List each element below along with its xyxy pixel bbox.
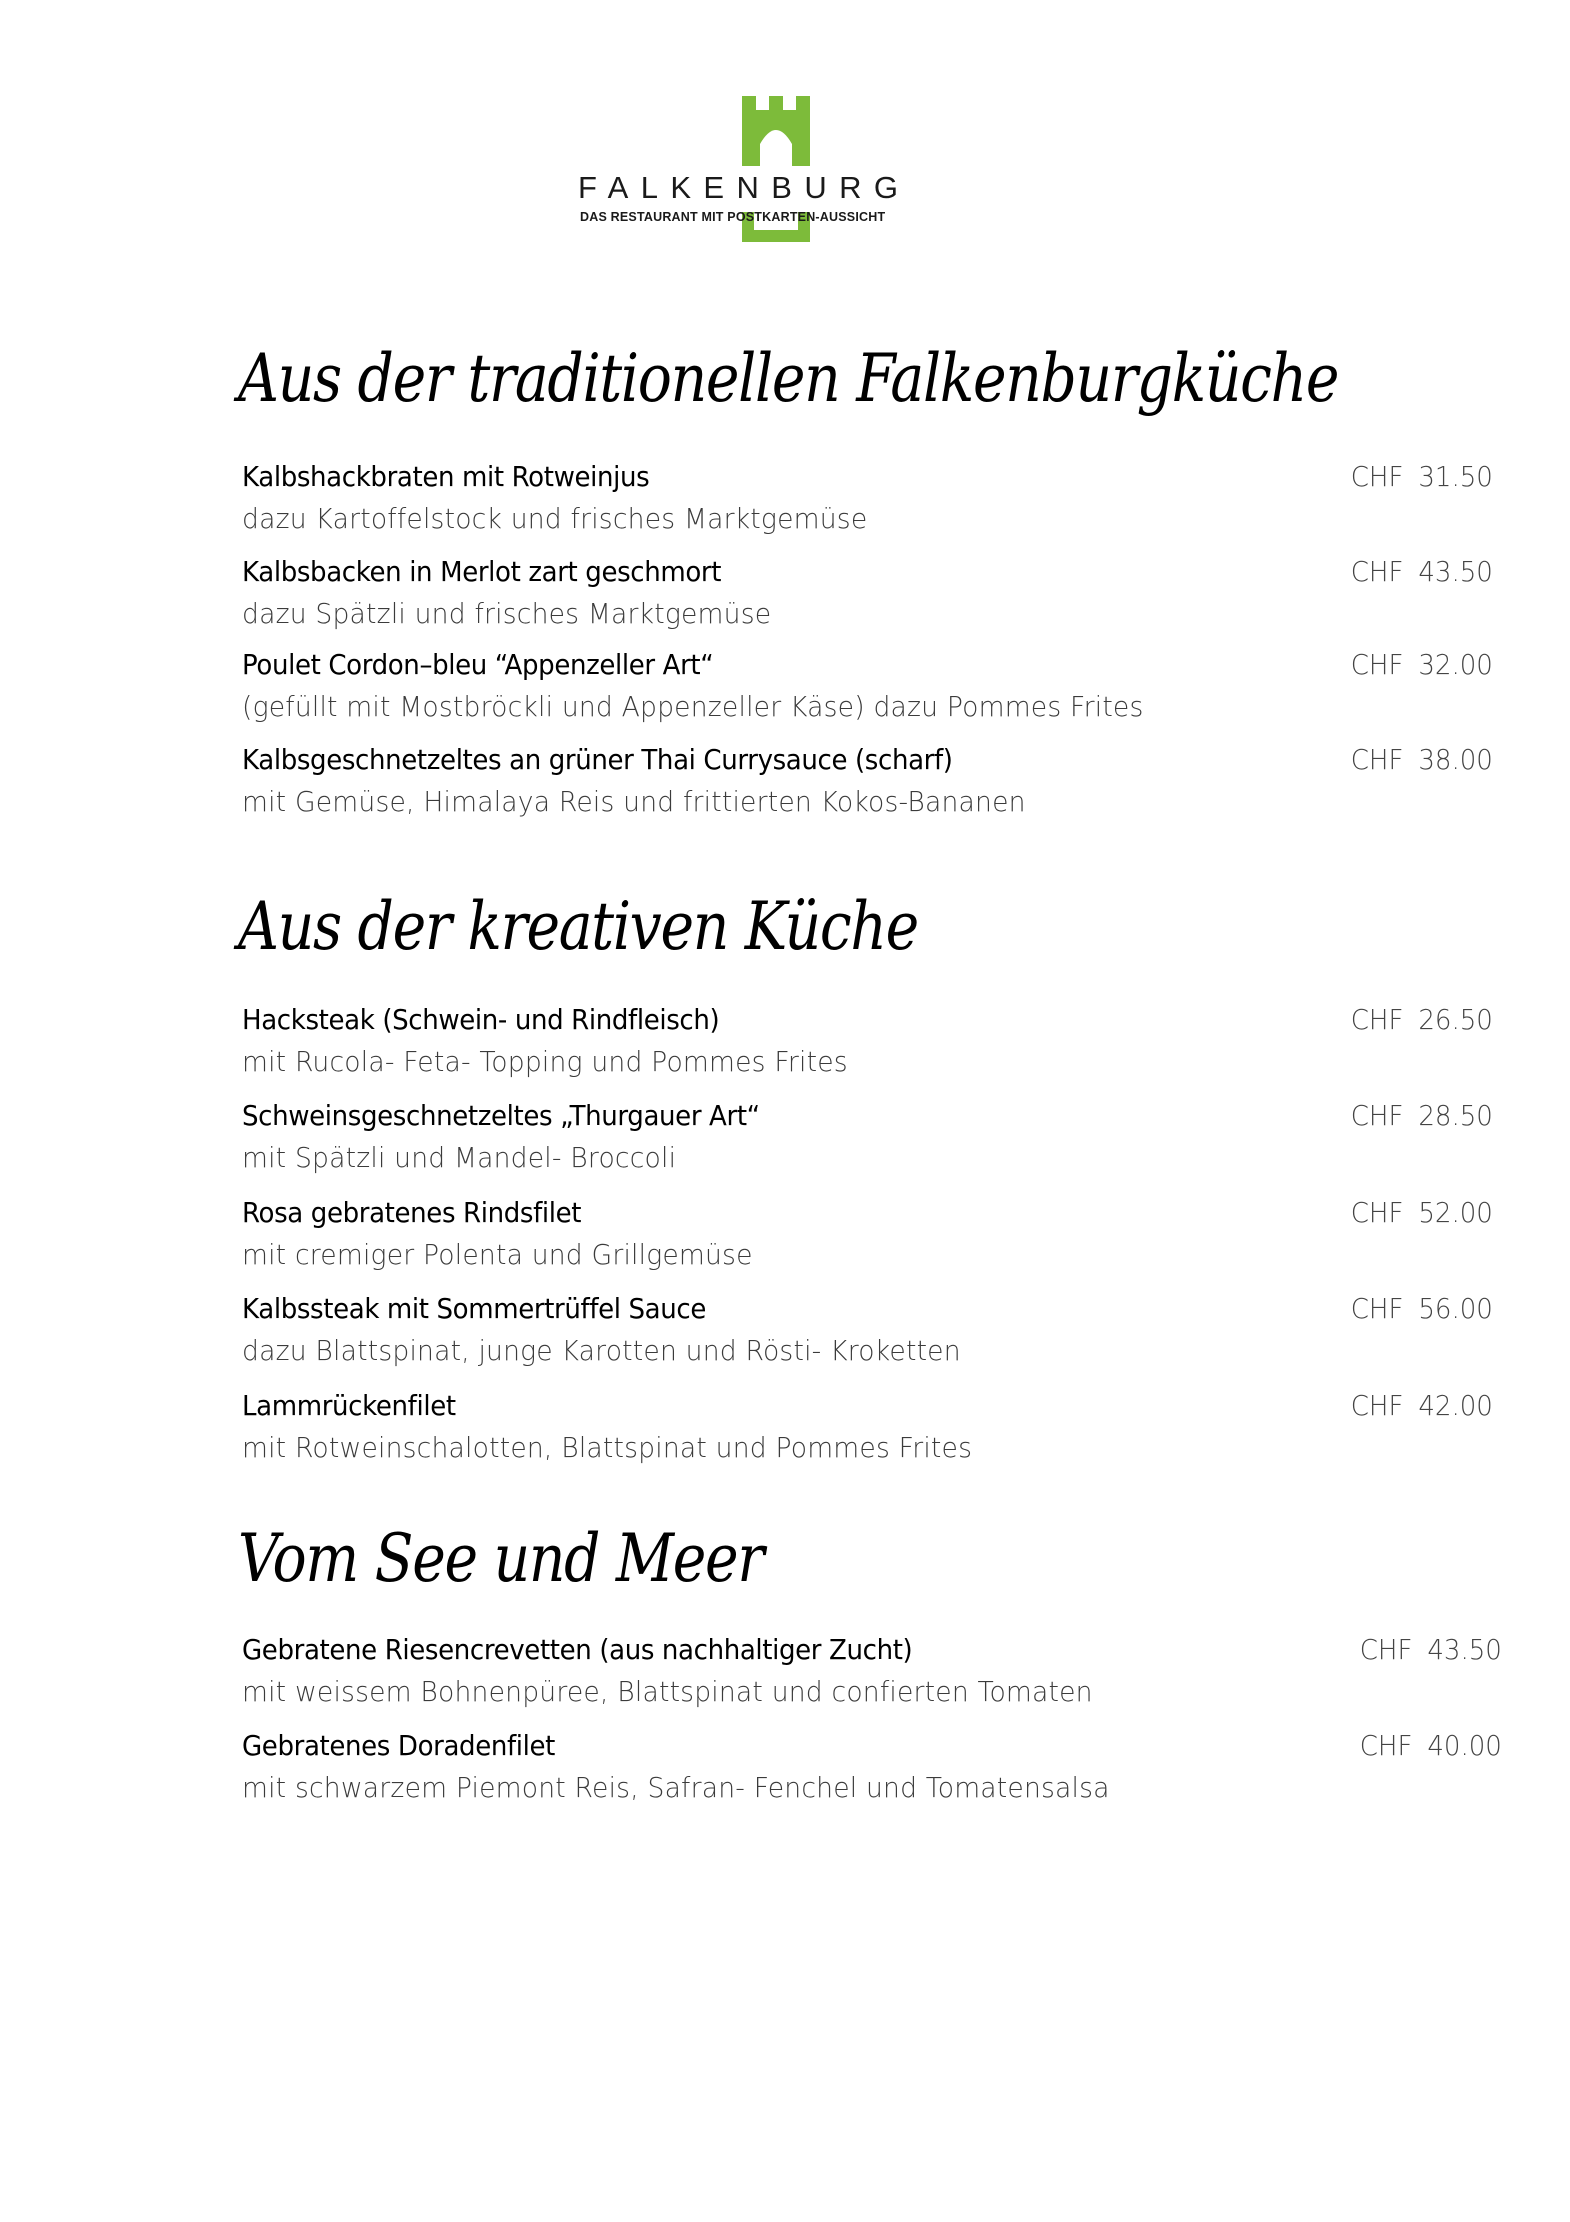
menu-item-price bbox=[1351, 1292, 1493, 1325]
menu-item-price bbox=[1351, 460, 1493, 493]
price-value: 40.00 bbox=[1427, 1729, 1502, 1762]
menu-item-description: mit Spätzli und Mandel- Broccoli bbox=[242, 1141, 677, 1174]
menu-item bbox=[242, 1389, 1512, 1479]
menu-item-name: Lammrückenfilet bbox=[242, 1389, 456, 1422]
menu-item-description: dazu Blattspinat, junge Karotten und Rösti- Kroketten bbox=[242, 1334, 961, 1367]
menu-item-price bbox=[1351, 1099, 1493, 1132]
price-currency: CHF bbox=[1359, 1633, 1413, 1666]
menu-item bbox=[242, 1633, 1512, 1723]
menu-item-name: Kalbshackbraten mit Rotweinjus bbox=[242, 460, 650, 493]
section-title-sea: Vom See und Meer bbox=[238, 1520, 764, 1597]
price-currency: CHF bbox=[1350, 743, 1404, 776]
menu-item-price bbox=[1351, 555, 1493, 588]
menu-item-description: mit schwarzem Piemont Reis, Safran- Fenchel und Tomatensalsa bbox=[242, 1771, 1110, 1804]
price-value: 42.00 bbox=[1418, 1389, 1493, 1422]
price-value: 31.50 bbox=[1418, 460, 1493, 493]
price-currency: CHF bbox=[1350, 1003, 1404, 1036]
menu-item-price bbox=[1351, 648, 1493, 681]
menu-item-description: mit Gemüse, Himalaya Reis und frittierten Kokos-Bananen bbox=[242, 785, 1026, 818]
price-value: 52.00 bbox=[1418, 1196, 1493, 1229]
logo-name: FALKENBURG bbox=[578, 170, 911, 205]
menu-item-price bbox=[1351, 743, 1493, 776]
menu-item bbox=[242, 648, 1512, 738]
price-value: 56.00 bbox=[1418, 1292, 1493, 1325]
menu-item-name: Kalbsbacken in Merlot zart geschmort bbox=[242, 555, 722, 588]
menu-item-name: Rosa gebratenes Rindsfilet bbox=[242, 1196, 582, 1229]
menu-item-description: mit Rucola- Feta- Topping und Pommes Frites bbox=[242, 1045, 848, 1078]
menu-item bbox=[242, 1292, 1512, 1382]
price-value: 26.50 bbox=[1418, 1003, 1493, 1036]
menu-item-price bbox=[1351, 1196, 1493, 1229]
price-value: 43.50 bbox=[1427, 1633, 1502, 1666]
menu-item-description: mit Rotweinschalotten, Blattspinat und Pommes Frites bbox=[242, 1431, 973, 1464]
menu-item-price bbox=[1351, 1389, 1493, 1422]
menu-item-price bbox=[1360, 1729, 1502, 1762]
restaurant-logo bbox=[574, 92, 984, 252]
menu-item-description: dazu Spätzli und frisches Marktgemüse bbox=[242, 597, 772, 630]
menu-item bbox=[242, 1196, 1512, 1286]
menu-item-name: Kalbssteak mit Sommertrüffel Sauce bbox=[242, 1292, 706, 1325]
price-currency: CHF bbox=[1359, 1729, 1413, 1762]
price-currency: CHF bbox=[1350, 1292, 1404, 1325]
menu-item-name: Gebratene Riesencrevetten (aus nachhaltiger Zucht) bbox=[242, 1633, 913, 1666]
price-currency: CHF bbox=[1350, 648, 1404, 681]
menu-item-description: dazu Kartoffelstock und frisches Marktgemüse bbox=[242, 502, 868, 535]
menu-item bbox=[242, 555, 1512, 645]
menu-item-price bbox=[1360, 1633, 1502, 1666]
price-currency: CHF bbox=[1350, 1099, 1404, 1132]
price-currency: CHF bbox=[1350, 1196, 1404, 1229]
price-currency: CHF bbox=[1350, 460, 1404, 493]
menu-item-description: mit cremiger Polenta und Grillgemüse bbox=[242, 1238, 753, 1271]
price-value: 38.00 bbox=[1418, 743, 1493, 776]
menu-item-description: mit weissem Bohnenpüree, Blattspinat und confierten Tomaten bbox=[242, 1675, 1093, 1708]
menu-item-description: (gefüllt mit Mostbröckli und Appenzeller Käse) dazu Pommes Frites bbox=[242, 690, 1144, 723]
price-currency: CHF bbox=[1350, 1389, 1404, 1422]
menu-item-price bbox=[1351, 1003, 1493, 1036]
menu-item-name: Poulet Cordon–bleu “Appenzeller Art“ bbox=[242, 648, 714, 681]
price-value: 43.50 bbox=[1418, 555, 1493, 588]
menu-item-name: Schweinsgeschnetzeltes „Thurgauer Art“ bbox=[242, 1099, 760, 1132]
menu-item bbox=[242, 1003, 1512, 1093]
menu-item-name: Kalbsgeschnetzeltes an grüner Thai Currysauce (scharf) bbox=[242, 743, 953, 776]
menu-item bbox=[242, 1729, 1512, 1819]
menu-item bbox=[242, 743, 1512, 833]
price-currency: CHF bbox=[1350, 555, 1404, 588]
price-value: 28.50 bbox=[1418, 1099, 1493, 1132]
menu-item bbox=[242, 1099, 1512, 1189]
section-title-traditional: Aus der traditionellen Falkenburgküche bbox=[238, 340, 1339, 417]
menu-item-name: Hacksteak (Schwein- und Rindfleisch) bbox=[242, 1003, 720, 1036]
section-title-creative: Aus der kreativen Küche bbox=[238, 888, 918, 965]
menu-item bbox=[242, 460, 1512, 550]
logo-tagline: DAS RESTAURANT MIT POSTKARTEN-AUSSICHT bbox=[580, 210, 886, 224]
menu-item-name: Gebratenes Doradenfilet bbox=[242, 1729, 556, 1762]
price-value: 32.00 bbox=[1418, 648, 1493, 681]
